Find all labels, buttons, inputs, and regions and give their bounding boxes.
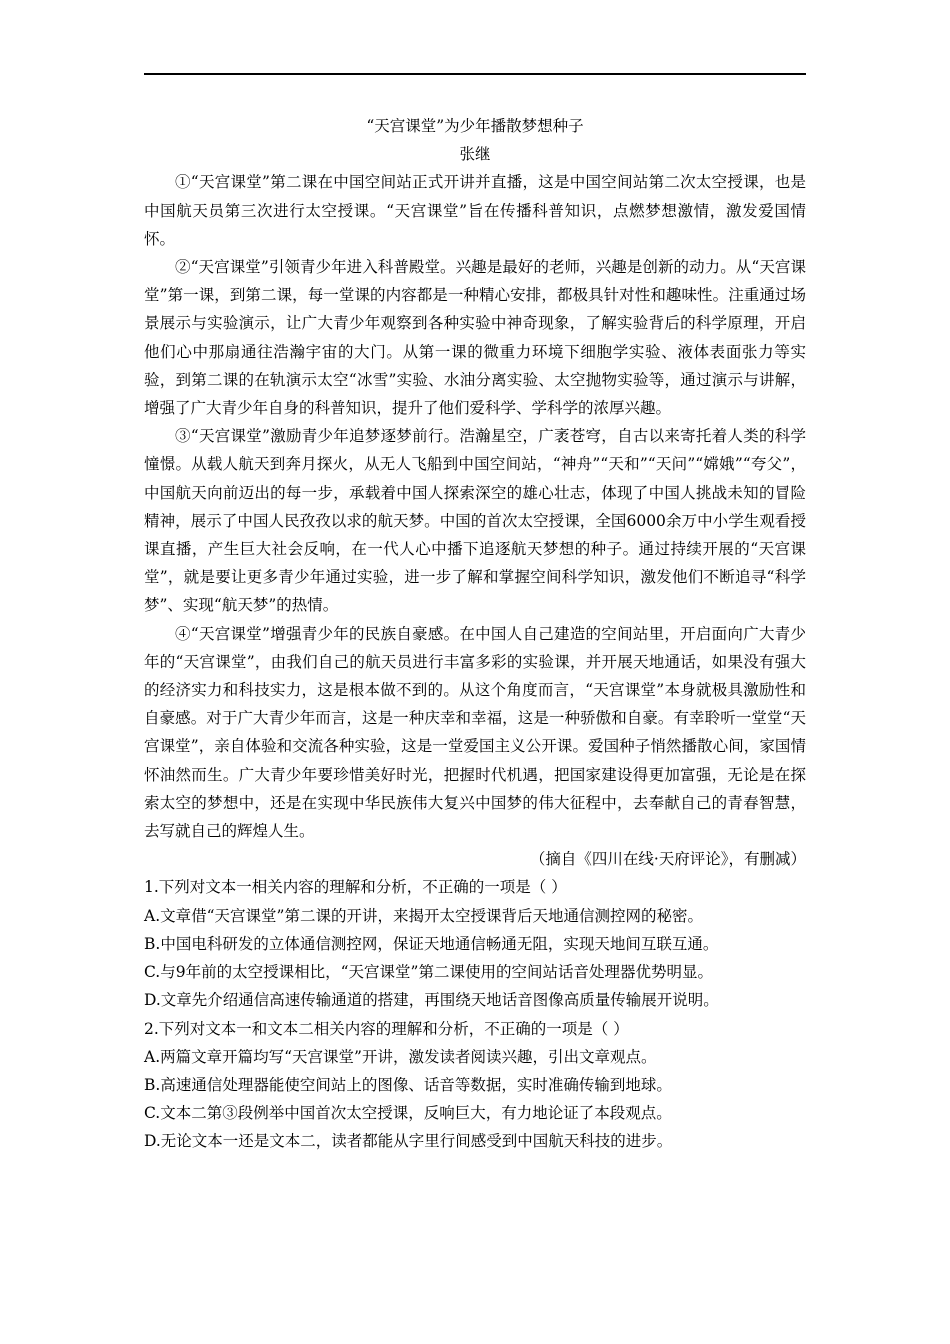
option-c: C.与9年前的太空授课相比，“天宫课堂”第二课使用的空间站话音处理器优势明显。	[144, 963, 713, 982]
article-source: （摘自《四川在线·天府评论》，有删减）	[529, 850, 806, 869]
option-d: D.文章先介绍通信高速传输通道的搭建，再围绕天地话音图像高质量传输展开说明。	[144, 991, 719, 1010]
document-body	[144, 112, 806, 1156]
option-b: B.中国电科研发的立体通信测控网，保证天地通信畅通无阻，实现天地间互联互通。	[144, 934, 719, 953]
question-stem: 2.下列对文本一和文本二相关内容的理解和分析，不正确的一项是（ ）	[144, 1019, 629, 1038]
option-a: A.文章借“天宫课堂”第二课的开讲，来揭开太空授课背后天地通信测控网的秘密。	[144, 906, 703, 925]
option-a: A.两篇文章开篇均写“天宫课堂”开讲，激发读者阅读兴趣，引出文章观点。	[144, 1047, 657, 1066]
paragraph-1: ①“天宫课堂”第二课在中国空间站正式开讲并直播，这是中国空间站第二次太空授课，也是中国航天员第三次进行太空授课。“天宫课堂”旨在传播科普知识，点燃梦想激情，激发爱国情怀。	[144, 173, 806, 248]
article-title: “天宫课堂”为少年播散梦想种子	[366, 117, 584, 135]
option-d: D.无论文本一还是文本二，读者都能从字里行间感受到中国航天科技的进步。	[144, 1132, 673, 1151]
option-c: C.文本二第③段例举中国首次太空授课，反响巨大，有力地论证了本段观点。	[144, 1104, 672, 1123]
paragraph-2: ②“天宫课堂”引领青少年进入科普殿堂。兴趣是最好的老师，兴趣是创新的动力。从“天宫课堂”第一课，到第二课，每一堂课的内容都是一种精心安排，都极具针对性和趣味性。注重通过场景展示与实验演示，让广大青少年观察到各种实验中神奇现象，了解实验背后的科学原理，开启他们心中那扇通往浩瀚宇宙的大门。从第一课的微重力环境下细胞学实验、液体表面张力等实验，到第二课的在轨演示太空“冰雪”实验、水油分离实验、太空抛物实验等，通过演示与讲解，增强了广大青少年自身的科普知识，提升了他们爱科学、学科学的浓厚兴趣。	[144, 258, 806, 418]
question-stem: 1.下列对文本一相关内容的理解和分析，不正确的一项是（ ）	[144, 878, 567, 897]
paragraph-4: ④“天宫课堂”增强青少年的民族自豪感。在中国人自己建造的空间站里，开启面向广大青少年的“天宫课堂”，由我们自己的航天员进行丰富多彩的实验课，并开展天地通话，如果没有强大的经济实力和科技实力，这是根本做不到的。从这个角度而言，“天宫课堂”本身就极具激励性和自豪感。对于广大青少年而言，这是一种庆幸和幸福，这是一种骄傲和自豪。有幸聆听一堂堂“天宫课堂”，亲自体验和交流各种实验，这是一堂爱国主义公开课。爱国种子悄然播散心间，家国情怀油然而生。广大青少年要珍惜美好时光，把握时代机遇，把国家建设得更加富强，无论是在探索太空的梦想中，还是在实现中华民族伟大复兴中国梦的伟大征程中，去奉献自己的青春智慧，去写就自己的辉煌人生。	[144, 624, 806, 841]
question-1	[144, 873, 806, 1014]
option-b: B.高速通信处理器能使空间站上的图像、话音等数据，实时准确传输到地球。	[144, 1075, 672, 1094]
paragraph-3: ③“天宫课堂”激励青少年追梦逐梦前行。浩瀚星空，广袤苍穹，自古以来寄托着人类的科学憧憬。从载人航天到奔月探火，从无人飞船到中国空间站，“神舟”“天和”“天问”“嫦娥”“夸父”，中国航天向前迈出的每一步，承载着中国人探索深空的雄心壮志，体现了中国人挑战未知的冒险精神，展示了中国人民孜孜以求的航天梦。中国的首次太空授课，全国6000余万中小学生观看授课直播，产生巨大社会反响，在一代人心中播下追逐航天梦想的种子。通过持续开展的“天宫课堂”，就是要让更多青少年通过实验，进一步了解和掌握空间科学知识，激发他们不断追寻“科学梦”、实现“航天梦”的热情。	[144, 427, 806, 615]
header-rule	[144, 73, 806, 75]
article-author: 张继	[459, 145, 491, 164]
question-2	[144, 1015, 806, 1156]
